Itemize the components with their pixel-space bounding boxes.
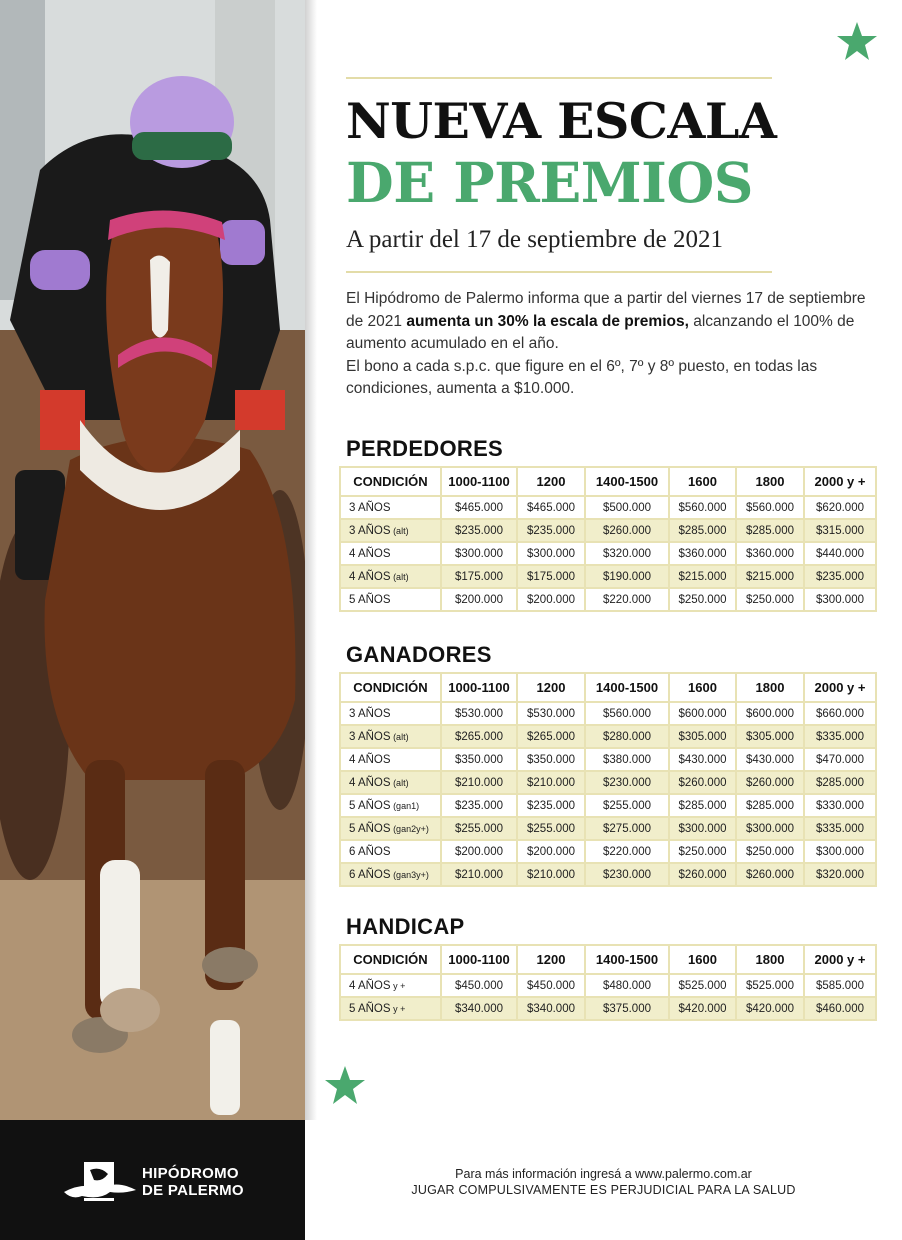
- condition-cell: 5 AÑOS (gan1): [340, 794, 441, 817]
- prize-cell: $265.000: [441, 725, 517, 748]
- prize-cell: $250.000: [669, 588, 736, 611]
- prize-cell: $175.000: [517, 565, 585, 588]
- condition-cell: 5 AÑOS y +: [340, 997, 441, 1020]
- column-header: 1600: [669, 467, 736, 496]
- table-row: [340, 565, 876, 588]
- column-header: 1200: [517, 945, 585, 974]
- column-header: 1400-1500: [585, 673, 669, 702]
- bottom-divider: [346, 271, 772, 273]
- prize-cell: $305.000: [669, 725, 736, 748]
- logo-text: [142, 1165, 244, 1199]
- intro-text-highlight: aumenta un 30% la escala de premios,: [406, 312, 689, 330]
- prize-cell: $320.000: [804, 863, 876, 886]
- condition-cell: 3 AÑOS (alt): [340, 725, 441, 748]
- prize-cell: $530.000: [517, 702, 585, 725]
- prize-cell: $305.000: [736, 725, 804, 748]
- bonus-text: El bono a cada s.p.c. que figure en el 6º, 7º y 8º puesto, en todas las condiciones, aumenta a $10.000.: [346, 357, 818, 397]
- condition-cell: 4 AÑOS: [340, 748, 441, 771]
- condition-cell: 6 AÑOS (gan3y+): [340, 863, 441, 886]
- prize-cell: $285.000: [736, 519, 804, 542]
- prize-cell: $210.000: [517, 771, 585, 794]
- prize-cell: $255.000: [585, 794, 669, 817]
- intro-text-start: El Hipódromo de Palermo informa que a partir del viernes 17 de septiembre de 2021: [346, 290, 866, 330]
- footer-warning-text: JUGAR COMPULSIVAMENTE ES PERJUDICIAL PARA LA SALUD: [411, 1183, 796, 1197]
- column-header: 1200: [517, 467, 585, 496]
- table-row: [340, 997, 876, 1020]
- column-header: 2000 y +: [804, 673, 876, 702]
- column-header: 1000-1100: [441, 673, 517, 702]
- title-line-2: DE PREMIOS: [346, 150, 753, 215]
- prize-cell: $260.000: [736, 771, 804, 794]
- prize-cell: $285.000: [669, 794, 736, 817]
- prize-cell: $235.000: [441, 519, 517, 542]
- condition-cell: 3 AÑOS: [340, 496, 441, 519]
- column-header: CONDICIÓN: [340, 467, 441, 496]
- column-header: 1800: [736, 945, 804, 974]
- prize-cell: $265.000: [517, 725, 585, 748]
- prize-cell: $430.000: [736, 748, 804, 771]
- table-row: [340, 702, 876, 725]
- condition-cell: 6 AÑOS: [340, 840, 441, 863]
- table-row: [340, 817, 876, 840]
- table-header-row: [340, 467, 876, 496]
- prize-cell: $215.000: [736, 565, 804, 588]
- intro-text-end: alcanzando el 100% de aumento acumulado en el año.: [346, 312, 855, 352]
- prize-cell: $255.000: [517, 817, 585, 840]
- prize-cell: $660.000: [804, 702, 876, 725]
- condition-suffix: (gan3y+): [390, 869, 429, 880]
- prize-cell: $190.000: [585, 565, 669, 588]
- star-icon: [836, 20, 878, 62]
- star-icon: [324, 1064, 366, 1106]
- table-row: [340, 794, 876, 817]
- prize-cell: $465.000: [441, 496, 517, 519]
- condition-suffix: (alt): [390, 777, 409, 788]
- table-row: [340, 588, 876, 611]
- prize-cell: $360.000: [669, 542, 736, 565]
- intro-text: [346, 288, 866, 401]
- condition-suffix: (alt): [390, 525, 409, 536]
- prize-cell: $230.000: [585, 771, 669, 794]
- prize-cell: $620.000: [804, 496, 876, 519]
- photo-edge-shadow: [305, 0, 317, 1120]
- prize-cell: $200.000: [517, 840, 585, 863]
- condition-cell: 5 AÑOS (gan2y+): [340, 817, 441, 840]
- prize-cell: $200.000: [517, 588, 585, 611]
- prize-cell: $335.000: [804, 817, 876, 840]
- condition-suffix: y +: [390, 980, 406, 991]
- column-header: 1400-1500: [585, 945, 669, 974]
- prize-cell: $420.000: [669, 997, 736, 1020]
- horse-logo-icon: [62, 1160, 138, 1210]
- prize-cell: $560.000: [669, 496, 736, 519]
- prize-cell: $280.000: [585, 725, 669, 748]
- column-header: CONDICIÓN: [340, 673, 441, 702]
- condition-cell: 3 AÑOS (alt): [340, 519, 441, 542]
- prize-cell: $420.000: [736, 997, 804, 1020]
- column-header: 1400-1500: [585, 467, 669, 496]
- column-header: 2000 y +: [804, 467, 876, 496]
- prize-cell: $260.000: [669, 771, 736, 794]
- prize-cell: $430.000: [669, 748, 736, 771]
- prize-cell: $530.000: [441, 702, 517, 725]
- prize-cell: $380.000: [585, 748, 669, 771]
- prize-cell: $600.000: [736, 702, 804, 725]
- prize-cell: $350.000: [441, 748, 517, 771]
- table-ganadores: [339, 672, 877, 887]
- footer-info-text: Para más información ingresá a www.palermo.com.ar: [455, 1167, 752, 1181]
- prize-cell: $600.000: [669, 702, 736, 725]
- condition-cell: 4 AÑOS (alt): [340, 771, 441, 794]
- table-row: [340, 748, 876, 771]
- top-divider: [346, 77, 772, 79]
- prize-cell: $235.000: [517, 519, 585, 542]
- condition-suffix: (gan2y+): [390, 823, 429, 834]
- prize-cell: $320.000: [585, 542, 669, 565]
- prize-cell: $340.000: [517, 997, 585, 1020]
- prize-cell: $300.000: [517, 542, 585, 565]
- logo-line-2: DE PALERMO: [142, 1182, 244, 1199]
- table-row: [340, 519, 876, 542]
- column-header: 2000 y +: [804, 945, 876, 974]
- prize-cell: $470.000: [804, 748, 876, 771]
- logo-line-1: HIPÓDROMO: [142, 1165, 239, 1182]
- prize-cell: $250.000: [736, 588, 804, 611]
- prize-cell: $450.000: [517, 974, 585, 997]
- table-header-row: [340, 673, 876, 702]
- prize-cell: $560.000: [736, 496, 804, 519]
- prize-cell: $560.000: [585, 702, 669, 725]
- prize-cell: $175.000: [441, 565, 517, 588]
- prize-cell: $260.000: [669, 863, 736, 886]
- prize-cell: $260.000: [736, 863, 804, 886]
- prize-cell: $330.000: [804, 794, 876, 817]
- table-row: [340, 840, 876, 863]
- horse-racing-photo: [0, 0, 305, 1120]
- prize-cell: $235.000: [441, 794, 517, 817]
- condition-cell: 3 AÑOS: [340, 702, 441, 725]
- prize-cell: $450.000: [441, 974, 517, 997]
- prize-cell: $480.000: [585, 974, 669, 997]
- prize-cell: $210.000: [441, 863, 517, 886]
- table-row: [340, 496, 876, 519]
- section-title-perdedores: PERDEDORES: [346, 436, 504, 461]
- column-header: 1200: [517, 673, 585, 702]
- prize-cell: $260.000: [585, 519, 669, 542]
- prize-cell: $340.000: [441, 997, 517, 1020]
- prize-cell: $300.000: [736, 817, 804, 840]
- table-handicap: [339, 944, 877, 1021]
- condition-suffix: (alt): [390, 731, 409, 742]
- condition-suffix: (gan1): [390, 800, 420, 811]
- prize-cell: $215.000: [669, 565, 736, 588]
- column-header: 1000-1100: [441, 467, 517, 496]
- prize-cell: $285.000: [736, 794, 804, 817]
- prize-cell: $525.000: [736, 974, 804, 997]
- column-header: 1800: [736, 673, 804, 702]
- condition-suffix: y +: [390, 1003, 406, 1014]
- prize-cell: $350.000: [517, 748, 585, 771]
- prize-cell: $300.000: [804, 588, 876, 611]
- prize-cell: $220.000: [585, 840, 669, 863]
- table-row: [340, 542, 876, 565]
- prize-cell: $335.000: [804, 725, 876, 748]
- prize-cell: $285.000: [804, 771, 876, 794]
- prize-cell: $210.000: [441, 771, 517, 794]
- prize-cell: $460.000: [804, 997, 876, 1020]
- table-perdedores: [339, 466, 877, 612]
- prize-cell: $315.000: [804, 519, 876, 542]
- prize-cell: $360.000: [736, 542, 804, 565]
- condition-cell: 4 AÑOS y +: [340, 974, 441, 997]
- condition-suffix: (alt): [390, 571, 409, 582]
- column-header: 1000-1100: [441, 945, 517, 974]
- prize-cell: $465.000: [517, 496, 585, 519]
- prize-cell: $235.000: [804, 565, 876, 588]
- subtitle: A partir del 17 de septiembre de 2021: [346, 226, 723, 253]
- prize-cell: $500.000: [585, 496, 669, 519]
- section-title-handicap: HANDICAP: [346, 914, 465, 939]
- prize-cell: $235.000: [517, 794, 585, 817]
- prize-cell: $300.000: [669, 817, 736, 840]
- table-row: [340, 863, 876, 886]
- prize-cell: $220.000: [585, 588, 669, 611]
- prize-cell: $210.000: [517, 863, 585, 886]
- prize-cell: $200.000: [441, 840, 517, 863]
- condition-cell: 5 AÑOS: [340, 588, 441, 611]
- condition-cell: 4 AÑOS: [340, 542, 441, 565]
- table-row: [340, 974, 876, 997]
- prize-cell: $255.000: [441, 817, 517, 840]
- column-header: 1600: [669, 673, 736, 702]
- title-line-1: NUEVA ESCALA: [346, 92, 777, 150]
- prize-cell: $250.000: [736, 840, 804, 863]
- condition-cell: 4 AÑOS (alt): [340, 565, 441, 588]
- column-header: 1600: [669, 945, 736, 974]
- prize-cell: $300.000: [804, 840, 876, 863]
- prize-cell: $375.000: [585, 997, 669, 1020]
- column-header: 1800: [736, 467, 804, 496]
- prize-cell: $200.000: [441, 588, 517, 611]
- section-title-ganadores: GANADORES: [346, 642, 492, 667]
- table-row: [340, 725, 876, 748]
- table-row: [340, 771, 876, 794]
- prize-cell: $440.000: [804, 542, 876, 565]
- prize-cell: $230.000: [585, 863, 669, 886]
- prize-cell: $275.000: [585, 817, 669, 840]
- prize-cell: $300.000: [441, 542, 517, 565]
- prize-cell: $585.000: [804, 974, 876, 997]
- column-header: CONDICIÓN: [340, 945, 441, 974]
- table-header-row: [340, 945, 876, 974]
- prize-cell: $525.000: [669, 974, 736, 997]
- prize-cell: $285.000: [669, 519, 736, 542]
- prize-cell: $250.000: [669, 840, 736, 863]
